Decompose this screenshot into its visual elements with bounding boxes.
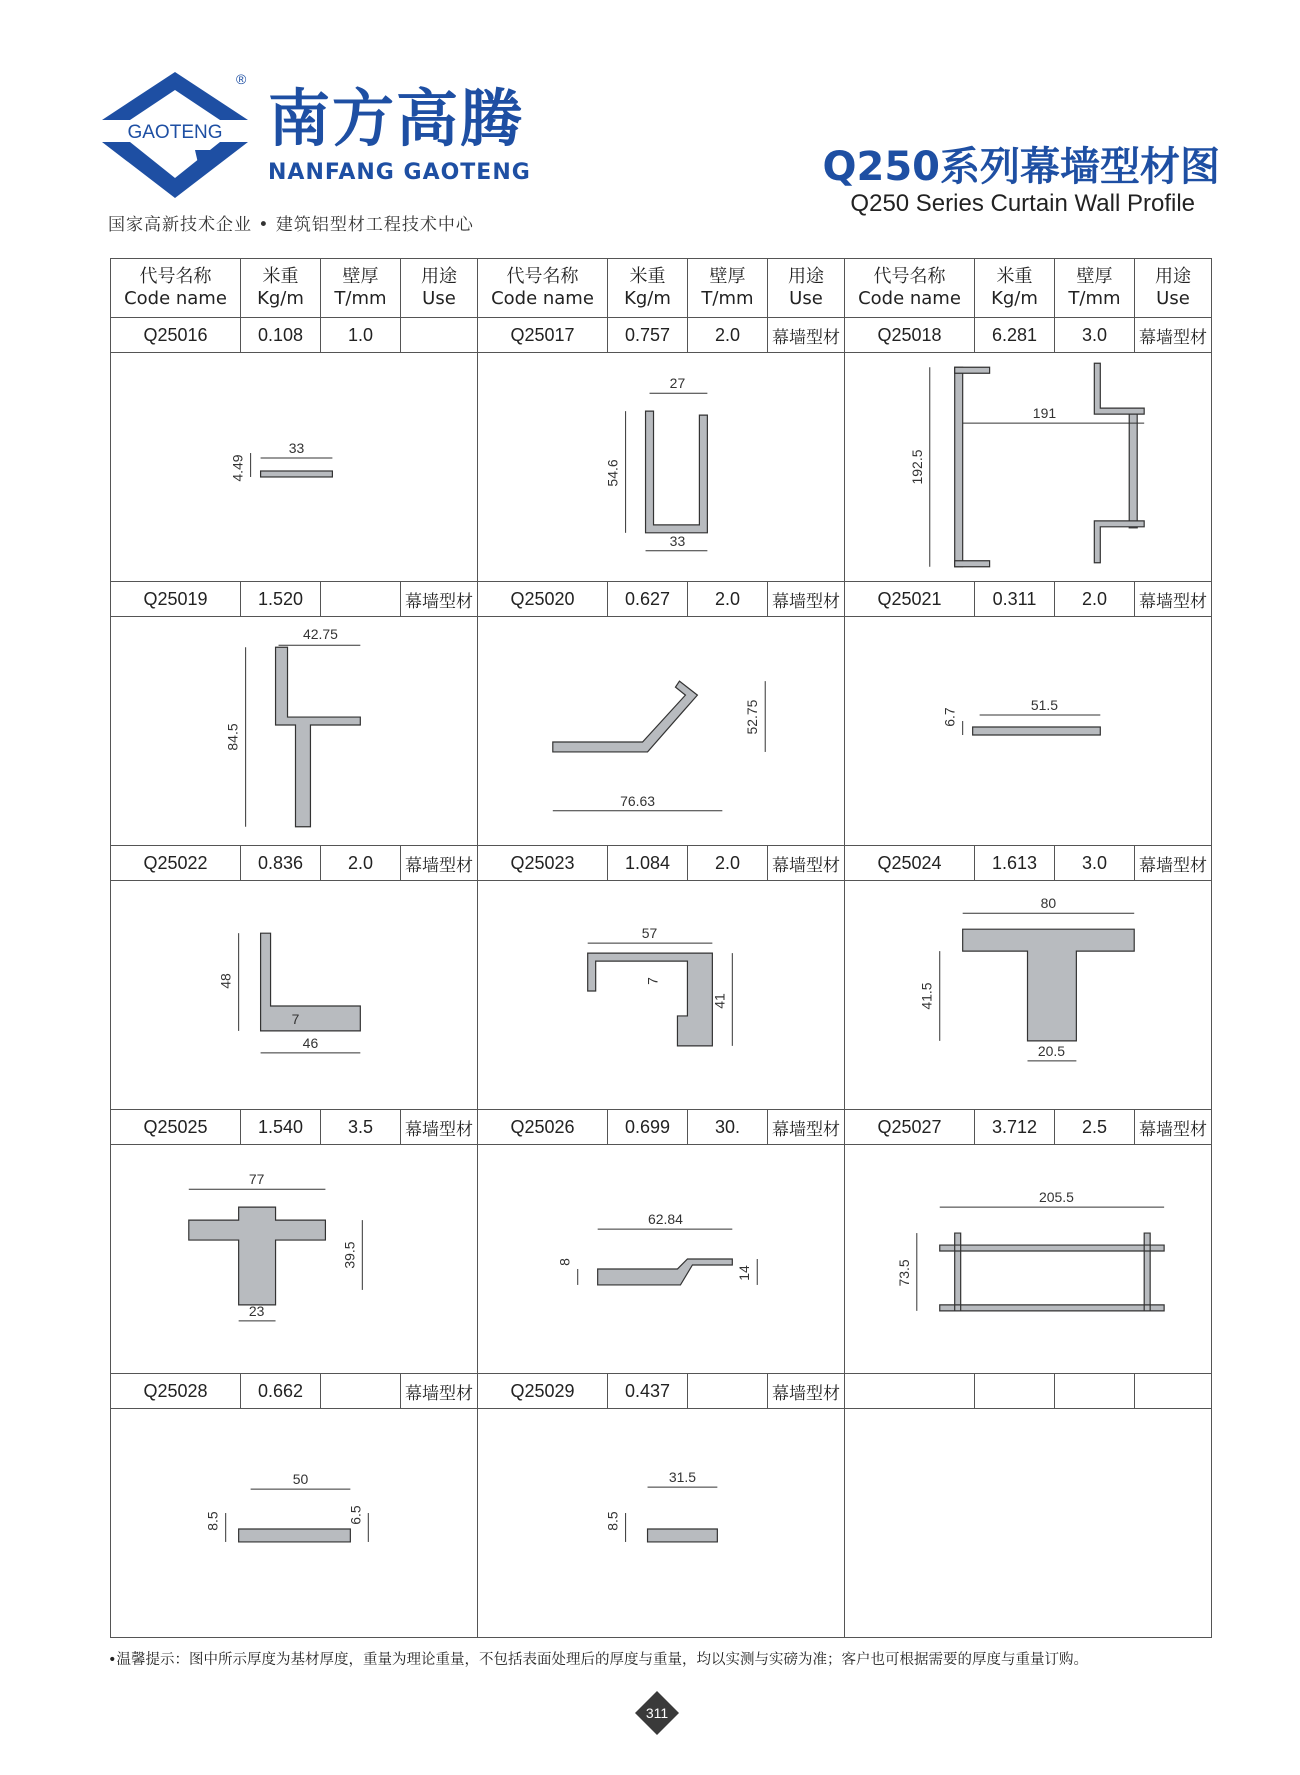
profile-info-row	[845, 846, 1211, 881]
header-thickness-en: T/mm	[334, 288, 387, 309]
profile-use: 幕墙型材	[772, 1383, 840, 1404]
profile-use: 幕墙型材	[772, 855, 840, 876]
profile-q25028-drawing	[111, 1409, 477, 1637]
profile-weight: 0.627	[608, 582, 688, 616]
profile-info-row	[111, 1374, 477, 1409]
profile-q25017-drawing	[478, 353, 844, 581]
profile-q25027-drawing	[845, 1145, 1211, 1373]
profile-weight: 0.757	[608, 318, 688, 352]
profile-weight	[975, 1374, 1055, 1408]
dimension-label: 8.5	[204, 1511, 221, 1531]
page-title-en: Q250 Series Curtain Wall Profile	[850, 190, 1195, 217]
profile-drawing	[478, 353, 844, 581]
profile-info-row	[845, 1374, 1211, 1409]
header-use-en: Use	[422, 288, 456, 309]
dimension-label: 54.6	[604, 459, 621, 487]
profile-use: 幕墙型材	[772, 1119, 840, 1140]
header-code-en: Code name	[124, 288, 227, 309]
profile-weight: 1.520	[241, 582, 321, 616]
dimension-label: 51.5	[1030, 697, 1059, 714]
profile-shape	[261, 471, 333, 477]
profile-thickness: 3.0	[1055, 318, 1135, 352]
profile-q25020-drawing	[478, 617, 844, 845]
profile-info-row	[845, 318, 1211, 353]
profile-weight: 0.836	[241, 846, 321, 880]
profile-drawing	[478, 1145, 844, 1373]
profile-info-row	[111, 846, 477, 881]
dimension-label: 73.5	[895, 1259, 912, 1287]
profile-cell	[111, 582, 478, 846]
logo-text: GAOTENG	[127, 122, 223, 143]
profile-shape	[955, 367, 963, 566]
profile-cell	[111, 846, 478, 1110]
dimension-label: 27	[669, 375, 686, 392]
dimension-label: 48	[217, 973, 234, 989]
header-code-en: Code name	[858, 288, 961, 309]
profile-info-row	[478, 1374, 844, 1409]
dimension-label: 84.5	[224, 723, 241, 751]
profile-shape	[955, 363, 1144, 566]
profile-weight: 0.699	[608, 1110, 688, 1144]
profile-drawing	[845, 1145, 1211, 1373]
profile-q25018-drawing	[845, 353, 1211, 581]
dimension-label: 14	[736, 1265, 753, 1281]
dimension-label: 8	[556, 1258, 573, 1266]
profile-drawing	[111, 881, 477, 1109]
header-weight-en: Kg/m	[624, 288, 671, 309]
profile-drawing	[845, 1409, 1211, 1637]
profile-shape	[588, 953, 713, 1046]
profile-drawing	[478, 617, 844, 845]
column-headers	[111, 259, 477, 318]
brand-name-en: NANFANG GAOTENG	[268, 160, 531, 185]
dimension-label: 80	[1040, 895, 1057, 912]
header-weight-en: Kg/m	[257, 288, 304, 309]
header-code-en: Code name	[491, 288, 594, 309]
header-use-en: Use	[1156, 288, 1190, 309]
profile-code	[845, 1374, 975, 1408]
profile-cell	[478, 259, 845, 582]
profile-weight: 6.281	[975, 318, 1055, 352]
header-code	[478, 259, 608, 317]
profile-thickness: 30.	[688, 1110, 768, 1144]
profile-thickness: 2.0	[321, 846, 401, 880]
profile-code: Q25021	[845, 582, 975, 616]
profile-cell	[845, 1110, 1212, 1374]
header-thickness	[321, 259, 401, 317]
header-weight	[608, 259, 688, 317]
dimension-label: 7	[291, 1010, 300, 1027]
profile-weight: 0.108	[241, 318, 321, 352]
profile-info-row	[478, 1110, 844, 1145]
header-code-cn: 代号名称	[873, 266, 946, 287]
header-thickness-en: T/mm	[1068, 288, 1121, 309]
profile-code: Q25020	[478, 582, 608, 616]
profile-use: 幕墙型材	[405, 1383, 473, 1404]
profile-q25022-drawing	[111, 881, 477, 1109]
profile-shape	[261, 933, 361, 1031]
dimension-label: 46	[302, 1034, 319, 1051]
profile-thickness	[688, 1374, 768, 1408]
profile-drawing	[111, 617, 477, 845]
header-use	[768, 259, 844, 317]
registered-mark: ®	[236, 71, 247, 87]
profile-shape	[646, 411, 708, 533]
profile-cell	[111, 1110, 478, 1374]
header-thickness	[688, 259, 768, 317]
catalog-grid	[110, 258, 1212, 1638]
profile-weight: 1.613	[975, 846, 1055, 880]
profile-drawing	[845, 881, 1211, 1109]
column-headers	[478, 259, 844, 318]
dimension-label: 57	[641, 925, 658, 942]
profile-catalog	[110, 258, 1212, 1638]
header-code	[845, 259, 975, 317]
profile-shape	[973, 727, 1101, 735]
profile-use: 幕墙型材	[772, 591, 840, 612]
profile-q25016-drawing	[111, 353, 477, 581]
profile-info-row	[478, 846, 844, 881]
profile-code: Q25029	[478, 1374, 608, 1408]
profile-use: 幕墙型材	[772, 327, 840, 348]
dimension-label: 33	[288, 440, 305, 457]
profile-shape	[940, 1233, 1164, 1311]
dimension-label: 205.5	[1038, 1189, 1074, 1206]
profile-use: 幕墙型材	[405, 591, 473, 612]
header-code	[111, 259, 241, 317]
dimension-label: 42.75	[302, 626, 338, 643]
profile-shape	[189, 1207, 326, 1305]
profile-drawing	[478, 1409, 844, 1637]
header-weight-cn: 米重	[629, 266, 666, 287]
dimension-label: 50	[292, 1471, 309, 1488]
profile-weight: 0.311	[975, 582, 1055, 616]
profile-code: Q25025	[111, 1110, 241, 1144]
profile-shape	[553, 681, 698, 752]
brand-name-cn: 南方高腾	[268, 82, 525, 155]
header-use	[401, 259, 477, 317]
dimension-label: 23	[248, 1302, 265, 1319]
profile-use: 幕墙型材	[1139, 1119, 1207, 1140]
profile-shape	[963, 929, 1135, 1041]
profile-info-row	[845, 1110, 1211, 1145]
profile-shape	[276, 647, 361, 827]
profile-code: Q25017	[478, 318, 608, 352]
page-title-cn: Q250系列幕墙型材图	[822, 144, 1220, 190]
header-thickness	[1055, 259, 1135, 317]
dimension-label: 6.5	[347, 1505, 364, 1525]
header-use-cn: 用途	[788, 266, 824, 287]
profile-use: 幕墙型材	[1139, 327, 1207, 348]
header-weight-cn: 米重	[996, 266, 1033, 287]
profile-thickness: 2.0	[688, 582, 768, 616]
profile-drawing	[478, 881, 844, 1109]
profile-shape	[239, 1529, 351, 1542]
gaoteng-logo-icon	[100, 70, 250, 200]
profile-info-row	[111, 582, 477, 617]
profile-q25029-drawing	[478, 1409, 844, 1637]
profile-info-row	[111, 318, 477, 353]
dimension-label: 6.7	[941, 707, 958, 727]
footnote: •温馨提示：图中所示厚度为基材厚度，重量为理论重量，不包括表面处理后的厚度与重量，均以实测与实磅为准；客户也可根据需要的厚度与重量订购。	[108, 1652, 1089, 1668]
profile-code: Q25023	[478, 846, 608, 880]
brand-tagline: 国家高新技术企业 • 建筑铝型材工程技术中心	[108, 215, 474, 235]
profile-shape	[598, 1259, 733, 1285]
profile-cell	[478, 846, 845, 1110]
profile-drawing	[845, 617, 1211, 845]
profile-thickness: 3.5	[321, 1110, 401, 1144]
profile-cell	[478, 1110, 845, 1374]
profile-code: Q25027	[845, 1110, 975, 1144]
profile-q25019-drawing	[111, 617, 477, 845]
header-code-cn: 代号名称	[506, 266, 579, 287]
dimension-label: 76.63	[620, 792, 656, 809]
profile-weight: 0.437	[608, 1374, 688, 1408]
profile-code: Q25016	[111, 318, 241, 352]
profile-use: 幕墙型材	[405, 1119, 473, 1140]
profile-thickness: 2.0	[688, 318, 768, 352]
profile-thickness	[321, 582, 401, 616]
profile-info-row	[111, 1110, 477, 1145]
dimension-label: 31.5	[668, 1469, 697, 1486]
header-thickness-cn: 壁厚	[1076, 266, 1113, 287]
profile-thickness: 2.0	[1055, 582, 1135, 616]
dimension-label: 8.5	[604, 1511, 621, 1531]
profile-q25026-drawing	[478, 1145, 844, 1373]
dimension-label: 4.49	[229, 454, 246, 482]
profile-thickness	[1055, 1374, 1135, 1408]
header-weight-en: Kg/m	[991, 288, 1038, 309]
dimension-label: 39.5	[341, 1241, 358, 1269]
profile-weight: 1.540	[241, 1110, 321, 1144]
profile-use: 幕墙型材	[1139, 591, 1207, 612]
column-headers	[845, 259, 1211, 318]
header-weight-cn: 米重	[262, 266, 299, 287]
dimension-label: 192.5	[908, 449, 925, 485]
profile-use: 幕墙型材	[1139, 855, 1207, 876]
profile-cell	[845, 259, 1212, 582]
profile-code: Q25028	[111, 1374, 241, 1408]
dimension-label: 20.5	[1037, 1042, 1066, 1059]
page-number-badge	[634, 1690, 680, 1736]
profile-cell	[845, 582, 1212, 846]
profile-drawing	[111, 1409, 477, 1637]
profile-info-row	[845, 582, 1211, 617]
profile-use	[1135, 1374, 1211, 1408]
header-use	[1135, 259, 1211, 317]
profile-drawing	[845, 353, 1211, 581]
profile-code: Q25026	[478, 1110, 608, 1144]
header-code-cn: 代号名称	[139, 266, 212, 287]
profile-q25024-drawing	[845, 881, 1211, 1109]
profile-code: Q25024	[845, 846, 975, 880]
profile-weight: 1.084	[608, 846, 688, 880]
dimension-label: 52.75	[744, 699, 761, 735]
header-thickness-cn: 壁厚	[709, 266, 746, 287]
profile-code: Q25019	[111, 582, 241, 616]
profile-shape	[1129, 408, 1137, 528]
header-use-cn: 用途	[1155, 266, 1191, 287]
profile-info-row	[478, 582, 844, 617]
profile-cell	[111, 1374, 478, 1638]
profile-use	[401, 318, 477, 352]
profile-weight: 0.662	[241, 1374, 321, 1408]
profile-thickness: 2.5	[1055, 1110, 1135, 1144]
profile-shape	[648, 1529, 718, 1542]
dimension-label: 41	[711, 993, 728, 1009]
header-weight	[975, 259, 1055, 317]
page-number: 311	[645, 1705, 669, 1721]
profile-thickness: 3.0	[1055, 846, 1135, 880]
profile-q25025-drawing	[111, 1145, 477, 1373]
profile-cell	[111, 259, 478, 582]
dimension-label: 191	[1032, 405, 1057, 422]
profile-drawing	[111, 1145, 477, 1373]
dimension-label: 62.84	[648, 1211, 683, 1228]
profile-cell-empty	[845, 1374, 1212, 1638]
header-use-cn: 用途	[421, 266, 457, 287]
dimension-label: 33	[669, 532, 686, 549]
header-weight	[241, 259, 321, 317]
profile-weight: 3.712	[975, 1110, 1055, 1144]
dimension-label: 41.5	[918, 982, 935, 1010]
header-thickness-en: T/mm	[701, 288, 754, 309]
profile-cell	[478, 582, 845, 846]
dimension-label: 7	[644, 977, 661, 985]
profile-q25023-drawing	[478, 881, 844, 1109]
profile-cell	[845, 846, 1212, 1110]
profile-thickness	[321, 1374, 401, 1408]
profile-thickness: 1.0	[321, 318, 401, 352]
dimension-label: 77	[248, 1171, 265, 1188]
profile-drawing	[111, 353, 477, 581]
header-use-en: Use	[789, 288, 823, 309]
profile-thickness: 2.0	[688, 846, 768, 880]
profile-q25021-drawing	[845, 617, 1211, 845]
profile-code: Q25022	[111, 846, 241, 880]
profile-code: Q25018	[845, 318, 975, 352]
profile-use: 幕墙型材	[405, 855, 473, 876]
profile-info-row	[478, 318, 844, 353]
header-thickness-cn: 壁厚	[342, 266, 379, 287]
profile-cell	[478, 1374, 845, 1638]
